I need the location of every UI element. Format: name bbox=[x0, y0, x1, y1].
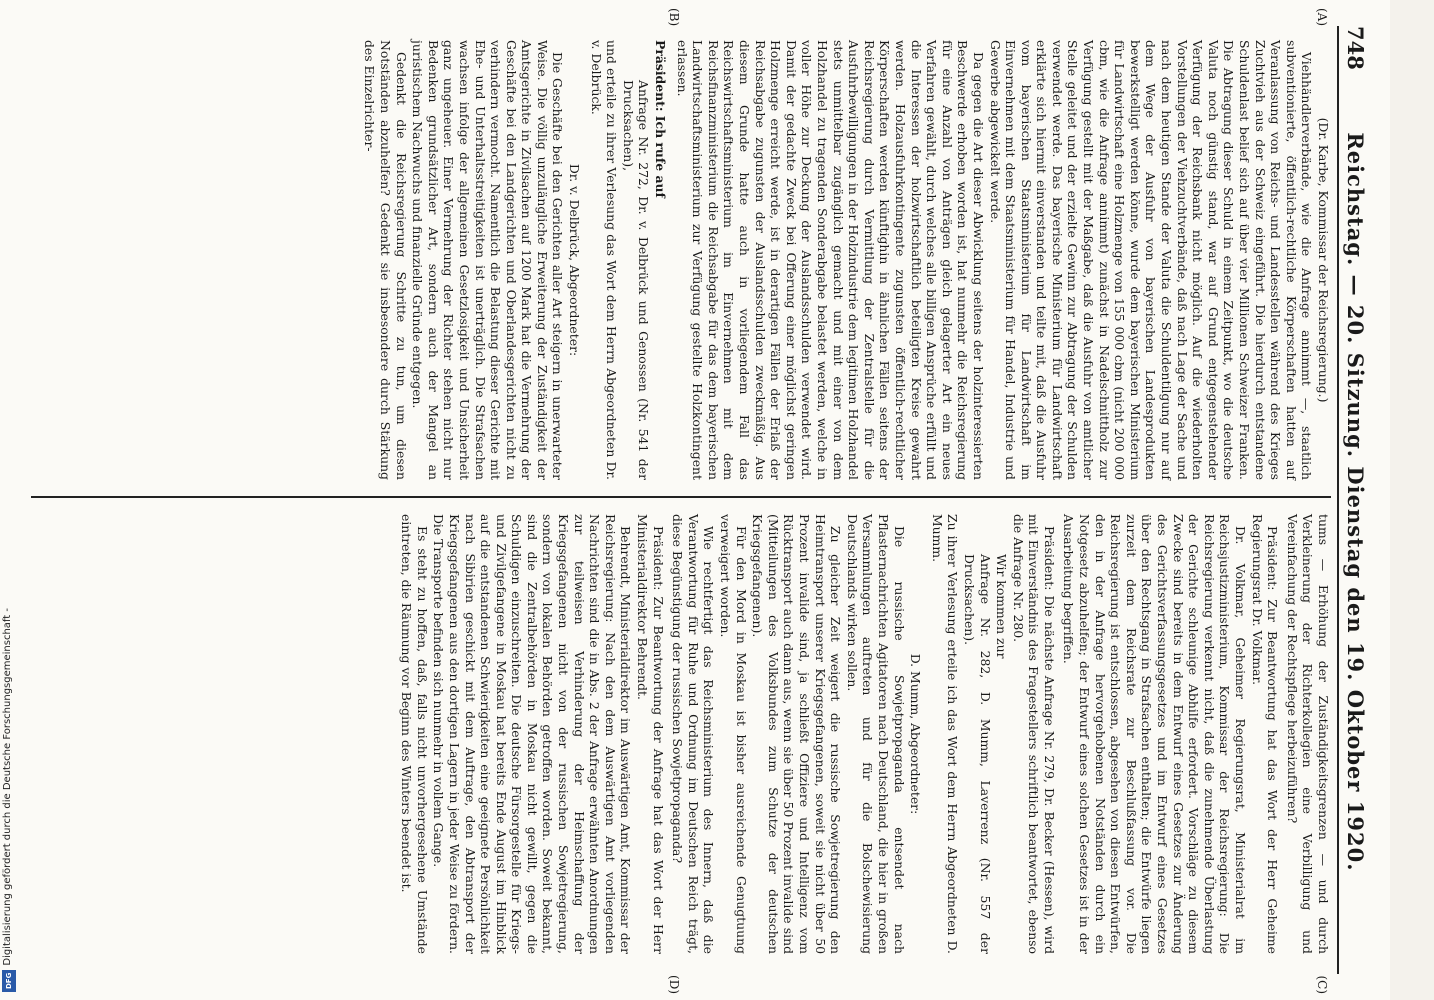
speaker-note: (Dr. Karbe, Kommissar der Reichsregierung.) bbox=[1316, 117, 1331, 403]
column-divider bbox=[31, 496, 1331, 498]
paragraph: Wie rechtfertigt das Reichsministerium des Innern, daß die Verantwortung für Ruhe und Ordnung im Deutschen Reich trägt, diese Begünstigung der russischen Sowjetpropaganda? bbox=[670, 514, 717, 954]
paragraph: Zu gleicher Zeit weigert die russische Sowjetregierung den Heimtransport unserer Kriegsgefangenen, soweit sie nicht über 50 Prozent invalide sind, ja schließt Offiziere und Intelligenz vom Rücktransport auch dann aus, wenn sie über 50 Prozent invalide sind (Mitteilungen des Volksbundes zum Schutze der deutschen Kriegsgefangenen). bbox=[750, 514, 844, 954]
page-title: Reichstag. — 20. Sitzung. Dienstag den 19. Oktober 1920. bbox=[1343, 132, 1368, 872]
page-number: 748 bbox=[1343, 26, 1368, 70]
paragraph: Wir kommen zur bbox=[994, 554, 1010, 659]
paragraph: Behrendt, Ministerialdirektor im Auswärtigen Amt, Kommissar der Reichsregierung: Nach den dem Auswärtigen Amt vorliegenden Nachrichten sind die in Abs. 2 der Anfrage erwähnten Anordnungen zur teilweisen Verhinderung der Heimschaffung der Kriegsgefangenen nicht von der russischen Sowjetregierung, sondern von lokalen Behörden getroffen worden. Soweit bekannt, sind die Zentralbehörden in Moskau nicht gewillt, gegen die Schuldigen einzuschreiten. Die deutsche Fürsorgestelle für Kriegs- und Zivilgefangene in Moskau hat bereits Ende August im Hinblick auf die entstandenen Schwierigkeiten eine geeignete Persönlichkeit nach Sibirien geschickt mit dem Auftrage, den Abtransport der Kriegsgefangenen aus den dortigen Lagern in jeder Weise zu fördern. Die Transporte befinden sich nunmehr in vollem Gange. bbox=[431, 514, 634, 954]
paragraph: Zu ihrer Verlesung erteile ich das Wort dem Herrn Abgeordneten D. Mumm. bbox=[929, 514, 961, 954]
paragraph: Da gegen die Art dieser Abwicklung seitens der holzinteressierten Beschwerde erhoben worden ist, hat nunmehr die Reichsregierung für eine Anzahl von Anträgen gleich gelagerter Art ein neues Verfahren gewählt, durch welches alle billigen Ansprüche erfüllt und die Interessen der holzwirtschaftlich beteiligten Kreise gewahrt werden. Holzausfuhrkontingente zugunsten öffentlich-rechtlicher Körperschaften werden künftighin in ähnlichen Fällen seitens der Reichsregierung durch Vermittlung der Zentralstelle für die Ausfuhrbewilligungen in der Holzindustrie dem legitimen Holzhandel stets unmittelbar zugänglich gemacht und mit einer von dem Holzhandel zu tragenden Sonderabgabe belastet werden, welche in voller Höhe zur Deckung der Auslandsschulden verwendet wird. Damit der gedachte Zweck bei Offerung einer möglichst geringen Holzmenge erreicht werde, ist in derartigen Fällen der Erlaß der Reichsabgabe zugunsten der Auslandsschulden zweckmäßig. Aus diesem Grunde hatte auch in vorliegendem Fall das Reichswirtschaftsministerium im Einvernehmen mit dem Reichsfinanzministerium die Reichsabgabe für das dem bayerischen Landwirtschaftsministerium zur Verfügung gestellte Holzkontingent erlassen. bbox=[674, 40, 986, 480]
paragraph: und erteile zu ihrer Verlesung das Wort dem Herrn Abgeordneten Dr. v. Delbrück. bbox=[588, 40, 620, 480]
page-header bbox=[1337, 26, 1368, 974]
digitization-note: Digitalisierung gefördert durch die Deutsche Forschungsgemeinschaft - bbox=[2, 608, 13, 966]
paragraph: Die russische Sowjetpropaganda entsendet nach Pflasternachrichten Agitatoren nach Deutschland, die hier in großen Versammlungen auftreten und für die Bolschewisierung Deutschlands wirken sollen. bbox=[844, 514, 907, 954]
paragraph: Gedenkt die Reichsregierung Schritte zu tun, um diesen Notständen abzuhelfen? Gedenkt sie insbesondere durch Stärkung des Einzelrichter- bbox=[362, 40, 409, 480]
text-columns bbox=[31, 8, 1331, 994]
speaker-heading: D. Mumm, Abgeordneter: bbox=[908, 653, 924, 815]
paragraph: Dr. Volkmar, Geheimer Regierungsrat, Ministerialrat im Reichsjustizministerium, Kommissar der Reichsregierung: Die Reichsregierung verkennt nicht, daß die zunehmende Überlastung der Gerichte schleunige Abhilfe erfordert. Vorschläge zu diesem Zwecke sind bereits in dem Entwurf eines Gesetzes zur Änderung des Gerichtsverfassungsgesetzes und im Entwurf eines Gesetzes über den Rechtsgang in Strafsachen enthalten; die Entwürfe liegen zurzeit dem Reichsrate zur Beschlußfassung vor. Die Reichsregierung ist entschlossen, abgesehen von diesen Entwürfen, den in der Anfrage hervorgehobenen Notständen durch ein Notgesetz abzuhelfen; der Entwurf eines solchen Gesetzes ist in der Ausarbeitung begriffen. bbox=[1061, 514, 1249, 954]
paragraph: Es steht zu hoffen, daß, falls nicht unvorhergesehene Umstände eintreten, die Räumung vor Beginn des Winters beendet ist. bbox=[399, 514, 430, 954]
left-column bbox=[31, 26, 1331, 494]
paragraph: Viehhändlerverbände, wie die Anfrage annimmt —, staatlich subventionierte, öffentlich-rechtliche Körperschaften hatten auf Veranlassung von Reichs- und Landesstellen während des Krieges Zuchtvieh aus der Schweiz eingeführt. Die hierdurch entstandene Schuldenlast belief sich auf über vier Millionen Schweizer Franken. Die Abtragung dieser Schuld in einem Zeitpunkt, wo die deutsche Valuta noch günstig stand, war auf Grund entgegenstehender Verfügung der Reichsbank nicht möglich. Auf die wiederholten Vorstellungen der Viehzuchtverbände, daß nach Lage der Sache und nach dem heutigen Stande der Valuta die Schuldentilgung nur auf dem Wege der Ausfuhr von bayerischen Landesprodukten bewerkstelligt werden könne, wurde dem bayerischen Ministerium für Landwirtschaft eine Holzmenge von 155 000 cbm (nicht 200 000 cbm, wie die Anfrage annimmt) zunächst in Nadelschnittholz zur Verfügung gestellt mit der Maßgabe, daß die Ausfuhr von amtlicher Stelle geleitet und der erzielte Gewinn zur Abtragung der Schulden verwendet werde. Das bayerische Ministerium für Landwirtschaft erklärte sich hiermit einverstanden und teilte mit, daß die Ausfuhr vom bayerischen Staatsministerium für Landwirtschaft im Einvernehmen mit dem Staatsministerium für Handel, Industrie und Gewerbe abgewickelt werde. bbox=[987, 40, 1315, 480]
speaker-heading: Dr. v. Delbrück, Abgeordneter: bbox=[567, 163, 583, 357]
president-line: Präsident: Zur Beantwortung hat das Wort der Herr Geheime Regierungsrat Dr. Volkmar. bbox=[1249, 514, 1281, 954]
margin-mark-a: (A) bbox=[1315, 8, 1329, 27]
paragraph: Die Geschäfte bei den Gerichten aller Art steigern in unerwarteter Weise. Die völlig unzulängliche Erweiterung der Zuständigkeit der Amtsgerichte in Zivilsachen auf 1200 Mark hat die Vermehrung der Geschäfte bei den Landgerichten und Oberlandesgerichten nicht zu verhindern vermocht. Namentlich die Belastung dieser Gerichte mit Ehe- und Unterhaltsstreitigkeiten ist unerträglich. Die Strafsachen wachsen infolge der allgemeinen Gesetzlosigkeit und Unsicherheit ganz ungeheuer. Einer Vermehrung der Richter stehen nicht nur Bedenken grundsätzlicher Art, sondern auch der Mangel an juristischem Nachwuchs und finanzielle Gründe entgegen. bbox=[410, 40, 566, 480]
president-line: Präsident: Die nächste Anfrage Nr. 279, Dr. Becker (Hessen), wird mit Einverständnis des Fragestellers schriftlich beantwortet, ebenso die Anfrage Nr. 280. bbox=[1010, 514, 1057, 954]
paragraph: tums — Erhöhung der Zuständigkeitsgrenzen — und durch Verkleinerung der Richterkollegien eine Verbilligung und Vereinfachung der Rechtspflege herbeizuführen? bbox=[1284, 514, 1331, 954]
right-column bbox=[31, 500, 1331, 968]
president-line: Präsident: Ich rufe auf bbox=[653, 40, 669, 198]
inquiry-reference: Anfrage Nr. 272, Dr. v. Delbrück und Genossen (Nr. 541 der Drucksachen), bbox=[620, 80, 652, 480]
margin-mark-b: (B) bbox=[667, 8, 681, 27]
margin-mark-c: (C) bbox=[1315, 975, 1329, 994]
margin-mark-d: (D) bbox=[667, 975, 681, 994]
paragraph: Für den Mord in Moskau ist bisher ausreichende Genugtuung verweigert worden. bbox=[718, 514, 749, 954]
president-line: Präsident: Zur Beantwortung der Anfrage hat das Wort der Herr Ministerialdirektor Behrendt. bbox=[635, 514, 666, 954]
inquiry-reference: Anfrage Nr. 282, D. Mumm, Laverrenz (Nr. 557 der Drucksachen). bbox=[961, 554, 993, 954]
dfg-logo: DFG bbox=[2, 970, 16, 992]
